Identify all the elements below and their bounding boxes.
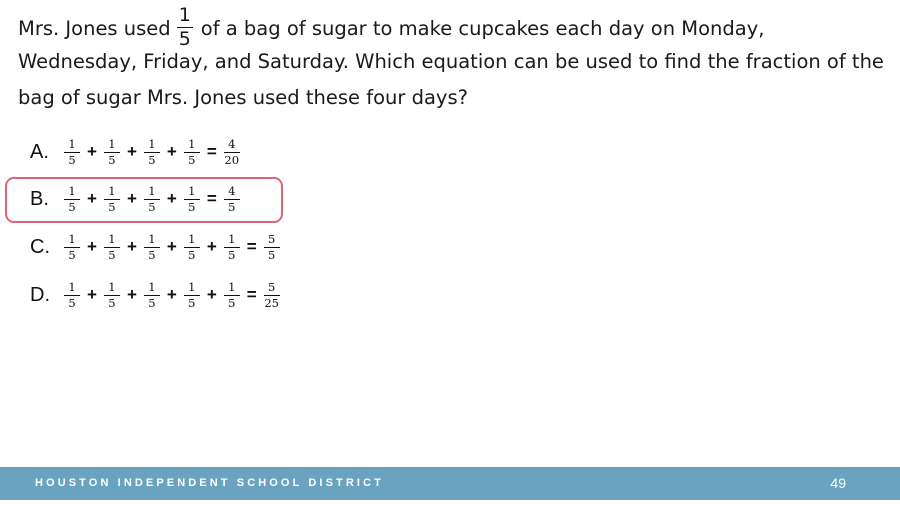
option-b[interactable]: [30, 177, 243, 221]
addend-fraction: [224, 281, 240, 310]
addend-fraction: [104, 281, 120, 310]
addend-fraction: [64, 233, 80, 262]
fraction-numerator: 1: [144, 138, 160, 153]
addend-fraction: [144, 281, 160, 310]
fraction-denominator: 5: [228, 247, 236, 262]
option-equation: [61, 281, 283, 310]
option-equation: [61, 233, 283, 262]
result-fraction: [224, 138, 240, 167]
fraction-denominator: 25: [264, 295, 279, 310]
fraction-numerator: 1: [64, 185, 80, 200]
fraction-denominator: 5: [148, 295, 156, 310]
fraction-numerator: 1: [104, 138, 120, 153]
fraction-numerator: 1: [144, 185, 160, 200]
addend-fraction: [144, 185, 160, 214]
option-a[interactable]: [30, 130, 243, 174]
question-fraction-denominator: 5: [178, 28, 191, 50]
fraction-denominator: 5: [108, 199, 116, 214]
fraction-denominator: 20: [224, 152, 240, 167]
question-line-1-end: of a bag of sugar to make cupcakes each day on Monday,: [200, 17, 765, 40]
fraction-numerator: 1: [64, 138, 80, 153]
fraction-denominator: 5: [108, 295, 116, 310]
footer-bar: [0, 467, 900, 500]
fraction-numerator: 1: [184, 233, 200, 248]
fraction-denominator: 5: [148, 247, 156, 262]
plus-sign: +: [206, 285, 217, 304]
question-line-1: [18, 4, 888, 50]
fraction-numerator: 1: [224, 281, 240, 296]
plus-sign: +: [166, 142, 177, 161]
fraction-denominator: 5: [108, 152, 116, 167]
plus-sign: +: [87, 285, 97, 304]
fraction-denominator: 5: [188, 247, 196, 262]
question-line-1-start: Mrs. Jones used: [18, 17, 171, 40]
option-letter: D.: [30, 283, 50, 306]
plus-sign: +: [126, 237, 137, 256]
plus-sign: +: [126, 189, 137, 208]
option-letter: B.: [30, 187, 49, 210]
fraction-numerator: 1: [144, 233, 160, 248]
fraction-numerator: 1: [184, 281, 200, 296]
fraction-denominator: 5: [188, 199, 196, 214]
addend-fraction: [104, 185, 120, 214]
equals-sign: =: [206, 142, 217, 161]
addend-fraction: [64, 185, 80, 214]
plus-sign: +: [166, 285, 177, 304]
option-equation: [61, 185, 243, 214]
fraction-numerator: 1: [104, 233, 120, 248]
fraction-denominator: 5: [68, 295, 76, 310]
fraction-denominator: 5: [68, 152, 76, 167]
result-fraction: [264, 233, 280, 262]
question-line-2: Wednesday, Friday, and Saturday. Which equation can be used to find the fraction of the: [18, 50, 884, 73]
addend-fraction: [184, 233, 200, 262]
fraction-denominator: 5: [148, 199, 156, 214]
plus-sign: +: [87, 189, 97, 208]
fraction-denominator: 5: [68, 199, 76, 214]
fraction-numerator: 1: [104, 185, 120, 200]
district-name: HOUSTON INDEPENDENT SCHOOL DISTRICT: [35, 477, 384, 489]
option-c[interactable]: [30, 225, 283, 269]
equals-sign: =: [246, 285, 257, 304]
addend-fraction: [104, 138, 120, 167]
addend-fraction: [104, 233, 120, 262]
question-text: [18, 4, 888, 116]
fraction-numerator: 1: [64, 281, 80, 296]
fraction-denominator: 5: [228, 199, 236, 214]
addend-fraction: [64, 281, 80, 310]
plus-sign: +: [87, 142, 97, 161]
plus-sign: +: [87, 237, 97, 256]
addend-fraction: [64, 138, 80, 167]
option-letter: C.: [30, 235, 50, 258]
plus-sign: +: [126, 285, 137, 304]
fraction-numerator: 1: [184, 138, 200, 153]
fraction-numerator: 5: [264, 233, 280, 248]
fraction-numerator: 4: [224, 138, 240, 153]
fraction-numerator: 1: [64, 233, 80, 248]
plus-sign: +: [126, 142, 137, 161]
fraction-denominator: 5: [148, 152, 156, 167]
question-fraction: [177, 6, 193, 49]
fraction-numerator: 4: [224, 185, 240, 200]
fraction-numerator: 1: [144, 281, 160, 296]
page-number: 49: [830, 475, 846, 491]
addend-fraction: [184, 138, 200, 167]
fraction-denominator: 5: [188, 152, 196, 167]
addend-fraction: [144, 233, 160, 262]
option-equation: [61, 138, 243, 167]
fraction-numerator: 1: [184, 185, 200, 200]
question-fraction-numerator: 1: [178, 4, 191, 26]
addend-fraction: [184, 281, 200, 310]
fraction-denominator: 5: [188, 295, 196, 310]
plus-sign: +: [166, 189, 177, 208]
fraction-denominator: 5: [268, 247, 276, 262]
fraction-numerator: 1: [104, 281, 120, 296]
result-fraction: [224, 185, 240, 214]
addend-fraction: [184, 185, 200, 214]
equals-sign: =: [246, 237, 257, 256]
plus-sign: +: [206, 237, 217, 256]
plus-sign: +: [166, 237, 177, 256]
fraction-denominator: 5: [68, 247, 76, 262]
option-letter: A.: [30, 140, 49, 163]
addend-fraction: [224, 233, 240, 262]
fraction-numerator: 5: [264, 281, 280, 296]
question-line-3: bag of sugar Mrs. Jones used these four days?: [18, 86, 468, 109]
fraction-denominator: 5: [108, 247, 116, 262]
addend-fraction: [144, 138, 160, 167]
option-d[interactable]: [30, 273, 283, 317]
fraction-denominator: 5: [228, 295, 236, 310]
result-fraction: [264, 281, 280, 310]
fraction-numerator: 1: [224, 233, 240, 248]
equals-sign: =: [206, 189, 217, 208]
